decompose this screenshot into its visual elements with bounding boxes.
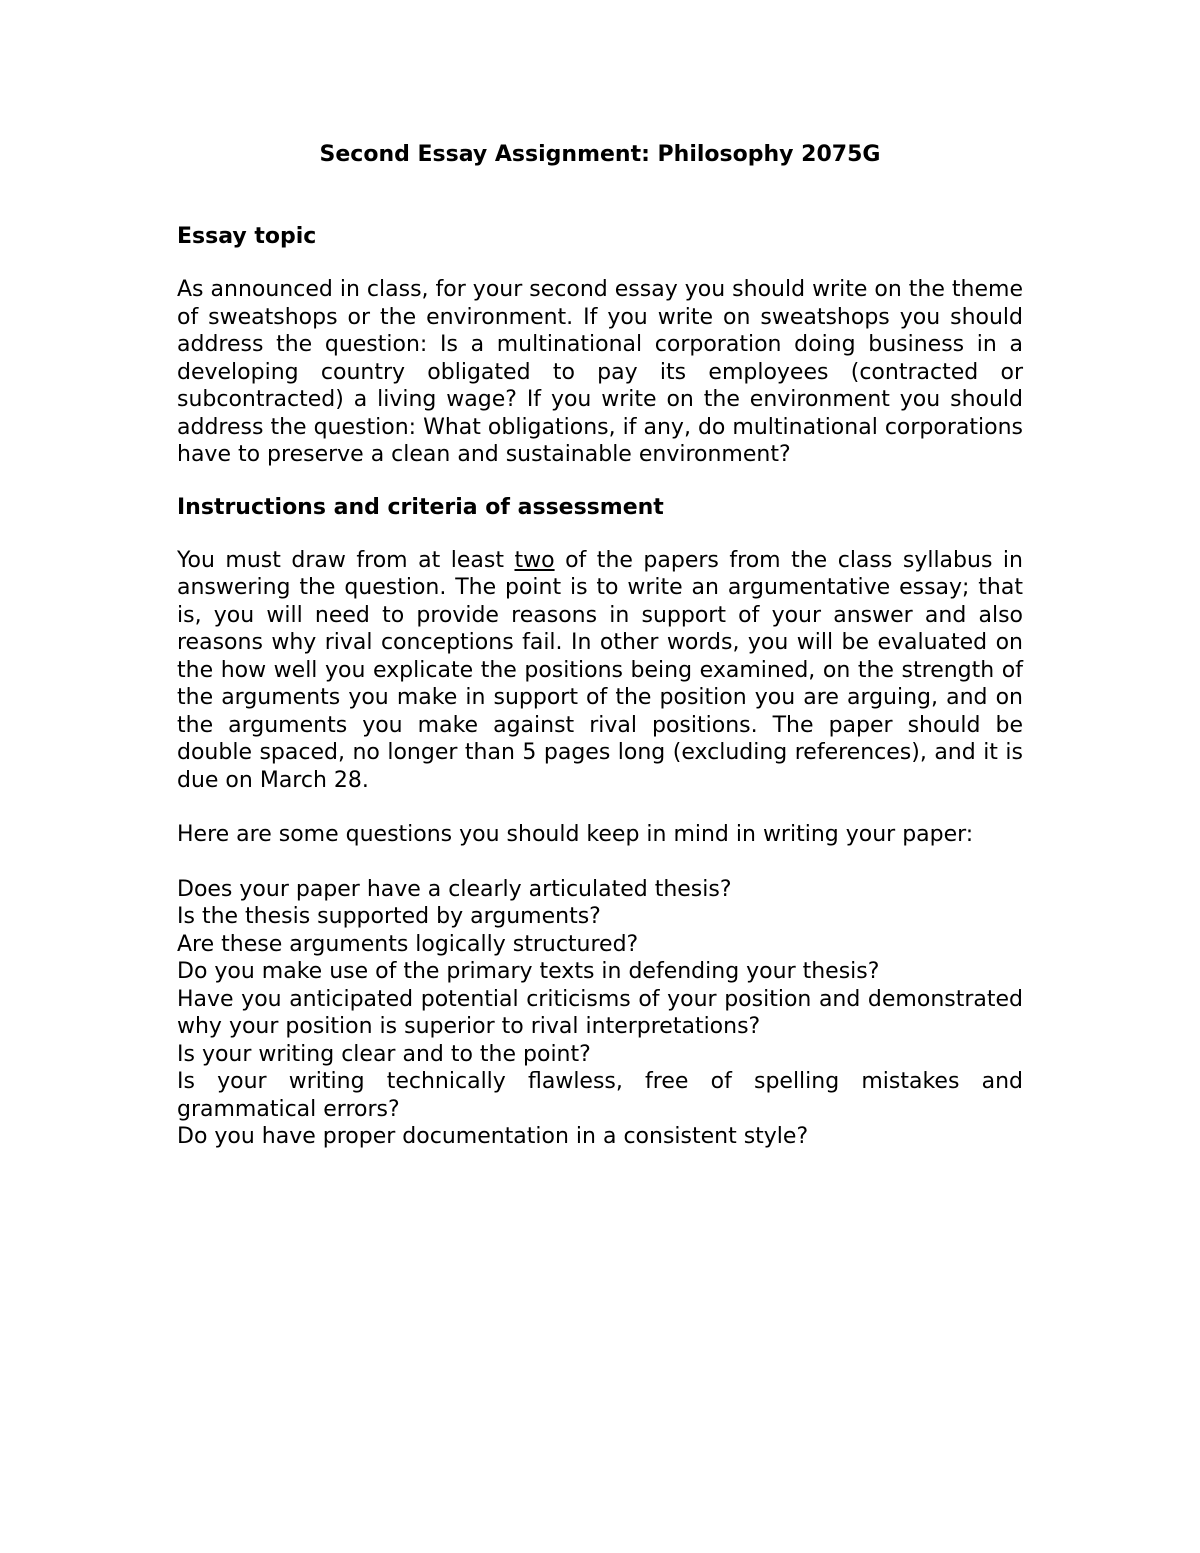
question-item: Is your writing technically flawless, free of spelling mistakes and grammatical errors? (177, 1069, 1023, 1122)
topic-paragraph: As announced in class, for your second essay you should write on the theme of sweatshops or the environment. If you write on sweatshops you should address the question: Is a multinational corporation doing business in a developing country obligated to pay its employees (contracted or subcontracted) a living wage? If you write on the environment you should address the question: What obligations, if any, do multinational corporations have to preserve a clean and sustainable environment? (177, 277, 1023, 467)
questions-intro: Here are some questions you should keep in mind in writing your paper: (177, 822, 974, 847)
question-item: Do you have proper documentation in a consistent style? (177, 1124, 809, 1149)
question-item: Is your writing clear and to the point? (177, 1041, 591, 1067)
document-page (177, 140, 1023, 1151)
questions-list (177, 876, 1023, 1151)
instructions-heading: Instructions and criteria of assessment (177, 494, 664, 520)
instructions-underlined-word: two (514, 547, 555, 573)
question-item: Do you make use of the primary texts in defending your thesis? (177, 959, 880, 984)
question-item: Does your paper have a clearly articulated thesis? (177, 876, 732, 902)
question-item: Are these arguments logically structured? (177, 931, 639, 957)
instructions-text-pre: You must draw from at least (177, 547, 515, 573)
question-item: Have you anticipated potential criticisms of your position and demonstrated why your position is superior to rival interpretations? (177, 986, 1023, 1039)
instructions-paragraph (177, 547, 1023, 795)
essay-topic-heading: Essay topic (177, 224, 317, 249)
page-title: Second Essay Assignment: Philosophy 2075G (319, 142, 881, 167)
instructions-text-post: of the papers from the class syllabus in answering the question. The point is to write an argumentative essay; that is, you will need to provide reasons in support of your answer and also reasons why rival conceptions fail. In other words, you will be evaluated on the how well you explicate the positions being examined, on the strength of the arguments you make in support of the position you are arguing, and on the arguments you make against rival positions. The paper should be double spaced, no longer than 5 pages long (excluding references), and it is due on March 28. (177, 547, 1023, 793)
question-item: Is the thesis supported by arguments? (177, 904, 601, 929)
